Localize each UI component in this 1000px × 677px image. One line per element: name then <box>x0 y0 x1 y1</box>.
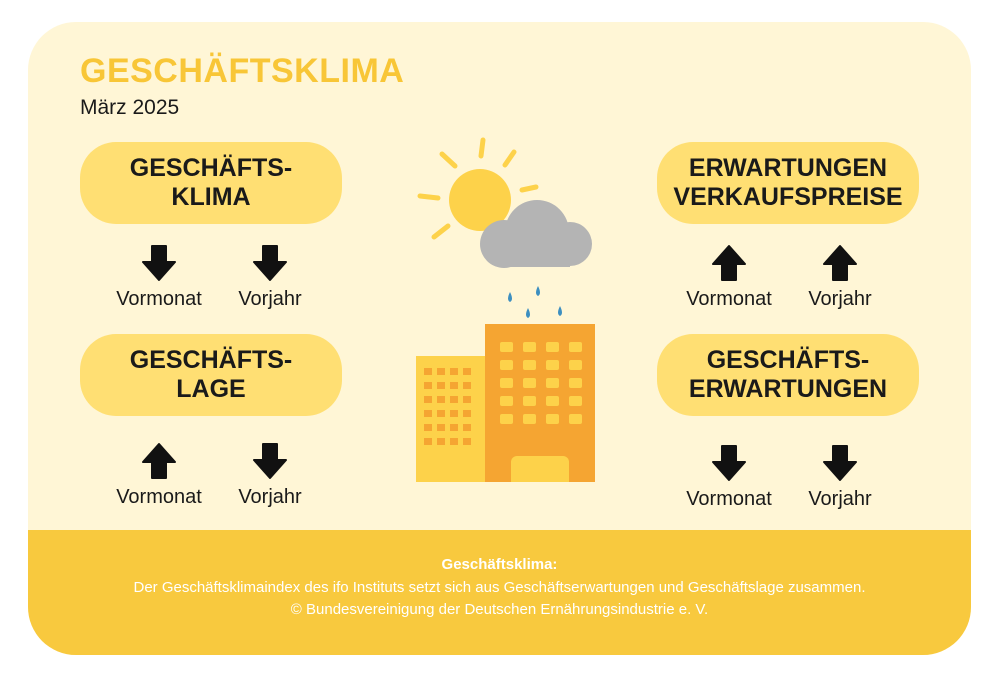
indicator-item-vormonat <box>104 244 214 311</box>
weather-building-illustration <box>410 132 630 482</box>
indicator-title-line: GESCHÄFTS- <box>129 346 293 375</box>
indicator-label: Vormonat <box>116 288 202 310</box>
indicator-label: Vormonat <box>116 486 202 508</box>
indicator-item-vormonat <box>674 444 784 511</box>
indicator-label: Vormonat <box>686 488 772 510</box>
indicator-item-vormonat <box>104 442 214 509</box>
arrow-up-icon <box>141 442 177 480</box>
indicator-label: Vorjahr <box>808 288 872 310</box>
indicator-title-line: GESCHÄFTS- <box>706 346 870 375</box>
indicator-title-line: ERWARTUNGEN <box>688 375 888 403</box>
indicator-title-line: GESCHÄFTS- <box>129 154 293 183</box>
indicator-title-line: VERKAUFSPREISE <box>673 183 903 211</box>
indicator-item-vormonat <box>674 244 784 311</box>
indicator-pill-erwartungen-verkaufspreise <box>657 142 919 224</box>
indicator-label: Vormonat <box>686 288 772 310</box>
office-building-icon <box>416 324 595 482</box>
page-subtitle: März 2025 <box>80 96 180 119</box>
indicator-item-vorjahr <box>785 244 895 311</box>
indicator-pill-geschaeftslage <box>80 334 342 416</box>
indicator-title-line: KLIMA <box>171 183 251 211</box>
footer-title: Geschäftsklima: <box>441 556 558 573</box>
arrow-down-icon <box>711 444 747 482</box>
arrow-down-icon <box>141 244 177 282</box>
arrow-down-icon <box>252 244 288 282</box>
page-title: GESCHÄFTSKLIMA <box>80 52 405 90</box>
indicator-item-vorjahr <box>215 442 325 509</box>
indicator-title-line: ERWARTUNGEN <box>688 154 888 183</box>
arrow-up-icon <box>711 244 747 282</box>
indicator-label: Vorjahr <box>238 486 302 508</box>
indicator-label: Vorjahr <box>808 488 872 510</box>
arrow-down-icon <box>822 444 858 482</box>
infographic-card <box>28 22 971 655</box>
footer-note <box>28 530 971 655</box>
indicator-item-vorjahr <box>785 444 895 511</box>
footer-description: Der Geschäftsklimaindex des ifo Instituts setzt sich aus Geschäftserwartungen und Geschäftslage zusammen. <box>133 578 866 596</box>
arrow-down-icon <box>252 442 288 480</box>
indicator-pill-geschaeftserwartungen <box>657 334 919 416</box>
footer-copyright: © Bundesvereinigung der Deutschen Ernährungsindustrie e. V. <box>290 601 709 618</box>
indicator-label: Vorjahr <box>238 288 302 310</box>
arrow-up-icon <box>822 244 858 282</box>
indicator-title-line: LAGE <box>176 375 246 403</box>
indicator-item-vorjahr <box>215 244 325 311</box>
indicator-pill-geschaeftsklima <box>80 142 342 224</box>
